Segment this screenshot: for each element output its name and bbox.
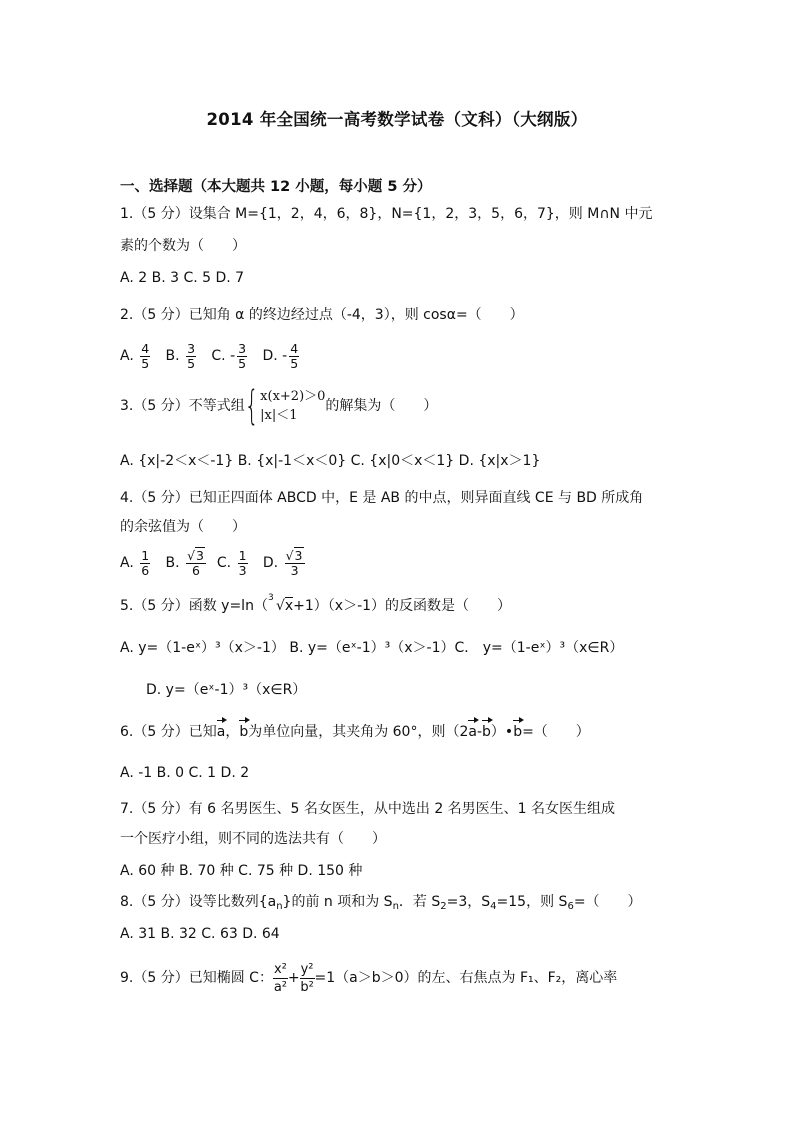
question-3-options: A. {x|-2＜x＜-1} B. {x|-1＜x＜0} C. {x|0＜x＜1} D. {x|x＞1} — [120, 453, 541, 469]
question-9-suffix: =1（a＞b＞0）的左、右焦点为 F₁、F₂，离心率 — [314, 970, 618, 986]
question-7-options: A. 60 种 B. 70 种 C. 75 种 D. 150 种 — [120, 863, 363, 879]
question-6-prefix: 6.（5 分）已知 — [120, 724, 217, 740]
question-5-options-line-2: D. y=（eˣ-1）³（x∈R） — [146, 682, 307, 698]
question-8-stem — [120, 892, 642, 917]
question-8-options: A. 31 B. 32 C. 63 D. 64 — [120, 926, 280, 942]
question-5-options-line-1: A. y=（1-eˣ）³（x＞-1） B. y=（eˣ-1）³（x＞-1）C． y=（1-eˣ）³（x∈R） — [120, 640, 624, 656]
option-d-label: D. — [262, 555, 279, 571]
question-4-line-2: 的余弦值为（ ） — [120, 519, 246, 535]
question-5-prefix: 5.（5 分）函数 y=ln（ — [120, 598, 268, 614]
question-2-options — [120, 340, 301, 372]
separator: ， — [225, 724, 240, 740]
option-d-sign: - — [282, 348, 288, 364]
option-c-sign: - — [230, 348, 236, 364]
q8-text: =15，则 S — [496, 894, 568, 910]
q8-text: =（ ） — [573, 894, 642, 910]
option-a-fraction: $\frac{4}{5}$ — [141, 340, 150, 371]
question-1-line-2: 素的个数为（ ） — [120, 238, 246, 254]
option-d-label: D. — [262, 348, 278, 364]
question-4-options — [120, 546, 307, 580]
brace-icon: { — [244, 383, 259, 429]
subscript: 4 — [490, 901, 497, 912]
question-6-options: A. -1 B. 0 C. 1 D. 2 — [120, 765, 250, 781]
dot-product: ）• — [490, 724, 514, 740]
question-5-suffix: +1）（x＞-1）的反函数是（ ） — [293, 598, 512, 614]
question-7-line-2: 一个医疗小组，则不同的选法共有（ ） — [120, 831, 386, 847]
question-4-line-1: 4.（5 分）已知正四面体 ABCD 中，E 是 AB 的中点，则异面直线 CE 与 BD 所成角 — [120, 490, 644, 506]
page-title: 2014 年全国统一高考数学试卷（文科）（大纲版） — [206, 110, 588, 129]
option-a-label: A. — [120, 555, 134, 571]
option-c-label: C. — [211, 348, 226, 364]
question-9-prefix: 9.（5 分）已知椭圆 C： — [120, 970, 273, 986]
q8-text: =3，S — [446, 894, 491, 910]
question-3-stem — [120, 383, 438, 429]
option-a-fraction: $\frac{1}{6}$ — [141, 547, 150, 578]
sqrt-icon: √ — [275, 598, 285, 614]
option-b-label: B. — [165, 348, 180, 364]
vector-b: b — [482, 724, 491, 740]
subscript: 2 — [440, 901, 447, 912]
option-b-fraction: $\frac{√3}{6}$ — [187, 547, 204, 578]
vector-a: a — [468, 724, 477, 740]
q8-text: }的前 n 项和为 S — [282, 894, 393, 910]
inequality-row-2: |x|＜1 — [260, 408, 298, 423]
option-c-label: C. — [216, 555, 232, 571]
ellipse-y-fraction: $\frac{\text{y²}}{\text{b²}}$ — [300, 961, 314, 995]
subscript: n — [392, 901, 399, 912]
question-6-middle: 为单位向量，其夹角为 60°，则（2 — [248, 724, 469, 740]
option-c-fraction: $\frac{3}{5}$ — [238, 340, 247, 371]
option-c-fraction: $\frac{1}{3}$ — [238, 547, 247, 578]
question-1-options: A. 2 B. 3 C. 5 D. 7 — [120, 270, 245, 286]
sqrt-icon: √ — [285, 547, 294, 563]
ellipse-x-fraction: $\frac{\text{x²}}{\text{a²}}$ — [273, 961, 287, 995]
plus-sign: + — [287, 970, 300, 986]
sqrt-icon: √ — [187, 547, 196, 563]
option-a-label: A. — [120, 348, 134, 364]
cube-root: 3 √x — [267, 593, 294, 614]
subscript: 6 — [567, 901, 574, 912]
question-3-suffix: 的解集为（ ） — [325, 398, 438, 414]
question-3-prefix: 3.（5 分）不等式组 — [120, 398, 245, 414]
subscript: n — [276, 901, 283, 912]
inequality-row-1: x(x+2)＞0 — [260, 389, 326, 404]
option-d-fraction: $\frac{√3}{3}$ — [285, 547, 303, 578]
section-heading: 一、选择题（本大题共 12 小题，每小题 5 分） — [120, 179, 432, 195]
question-5-stem — [120, 593, 512, 616]
question-6-suffix: =（ ） — [522, 724, 590, 740]
q8-text: 8.（5 分）设等比数列{a — [120, 894, 277, 910]
question-9-stem — [120, 958, 617, 998]
question-1-line-1: 1.（5 分）设集合 M={1，2，4，6，8}，N={1，2，3，5，6，7}，则 M∩N 中元 — [120, 206, 653, 222]
option-b-fraction: $\frac{3}{5}$ — [187, 340, 196, 371]
q8-text: ．若 S — [398, 894, 441, 910]
vector-a: a — [216, 724, 226, 740]
option-b-label: B. — [165, 555, 180, 571]
minus-sign: - — [476, 724, 483, 740]
question-7-line-1: 7.（5 分）有 6 名男医生、5 名女医生，从中选出 2 名男医生、1 名女医生组成 — [120, 801, 616, 817]
question-2-stem: 2.（5 分）已知角 α 的终边经过点（-4，3），则 cosα=（ ） — [120, 307, 524, 323]
vector-b: b — [513, 724, 523, 740]
vector-b: b — [239, 724, 249, 740]
option-d-fraction: $\frac{4}{5}$ — [290, 340, 299, 371]
inequality-system — [244, 383, 326, 429]
question-6-stem — [120, 722, 590, 742]
